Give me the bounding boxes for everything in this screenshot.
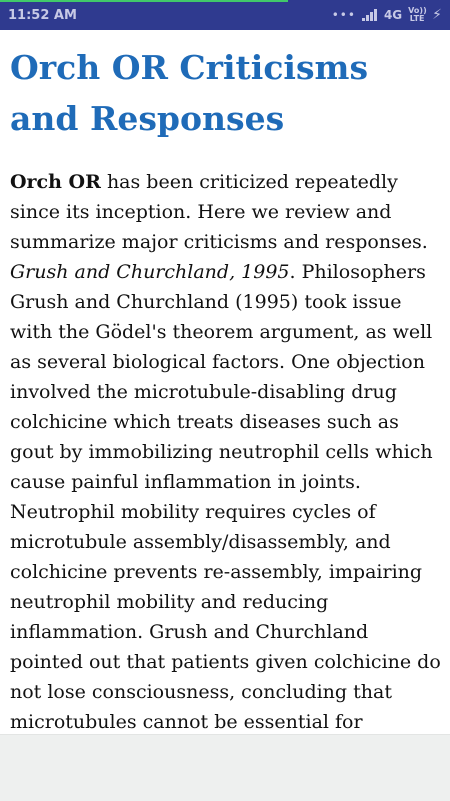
page-title: Orch OR Criticisms and Responses xyxy=(10,48,369,138)
status-time: 11:52 AM xyxy=(8,8,77,23)
article-content xyxy=(10,42,442,734)
lead-text: has been criticized repeatedly since its inception. Here we review and summarize major criticisms and responses. xyxy=(10,171,428,253)
lead-bold-term: Orch OR xyxy=(10,171,101,193)
page-load-progress xyxy=(0,0,288,2)
status-bar xyxy=(0,0,450,30)
article-paragraph xyxy=(10,167,442,767)
bottom-bar xyxy=(0,734,450,801)
body-text: . Philosophers Grush and Churchland (1995) took issue with the Gödel's theorem argument, as well as several biological factors. One objection involved the microtubule-disabling drug colchicine which treats diseases such as gout by immobilizing neutrophil cells which cause painful inflammation in joints. Neutrophil mobility requires cycles of microtubule assembly/disassembly, and colchicine prevents re-assembly, impairing neutrophil mobility and reducing inflammation. Grush and Churchland pointed out that patients given colchicine do not lose consciousness, concluding that microtubules cannot be essential for xyxy=(10,261,441,733)
citation: Grush and Churchland, 1995 xyxy=(10,261,290,283)
more-notifications-icon: ••• xyxy=(331,8,356,22)
network-type-label: 4G xyxy=(383,8,403,22)
signal-strength-icon xyxy=(362,9,378,21)
volte-icon: Vo)) LTE xyxy=(408,6,427,23)
status-icons xyxy=(332,7,442,23)
battery-charging-icon: ⚡ xyxy=(432,7,442,23)
